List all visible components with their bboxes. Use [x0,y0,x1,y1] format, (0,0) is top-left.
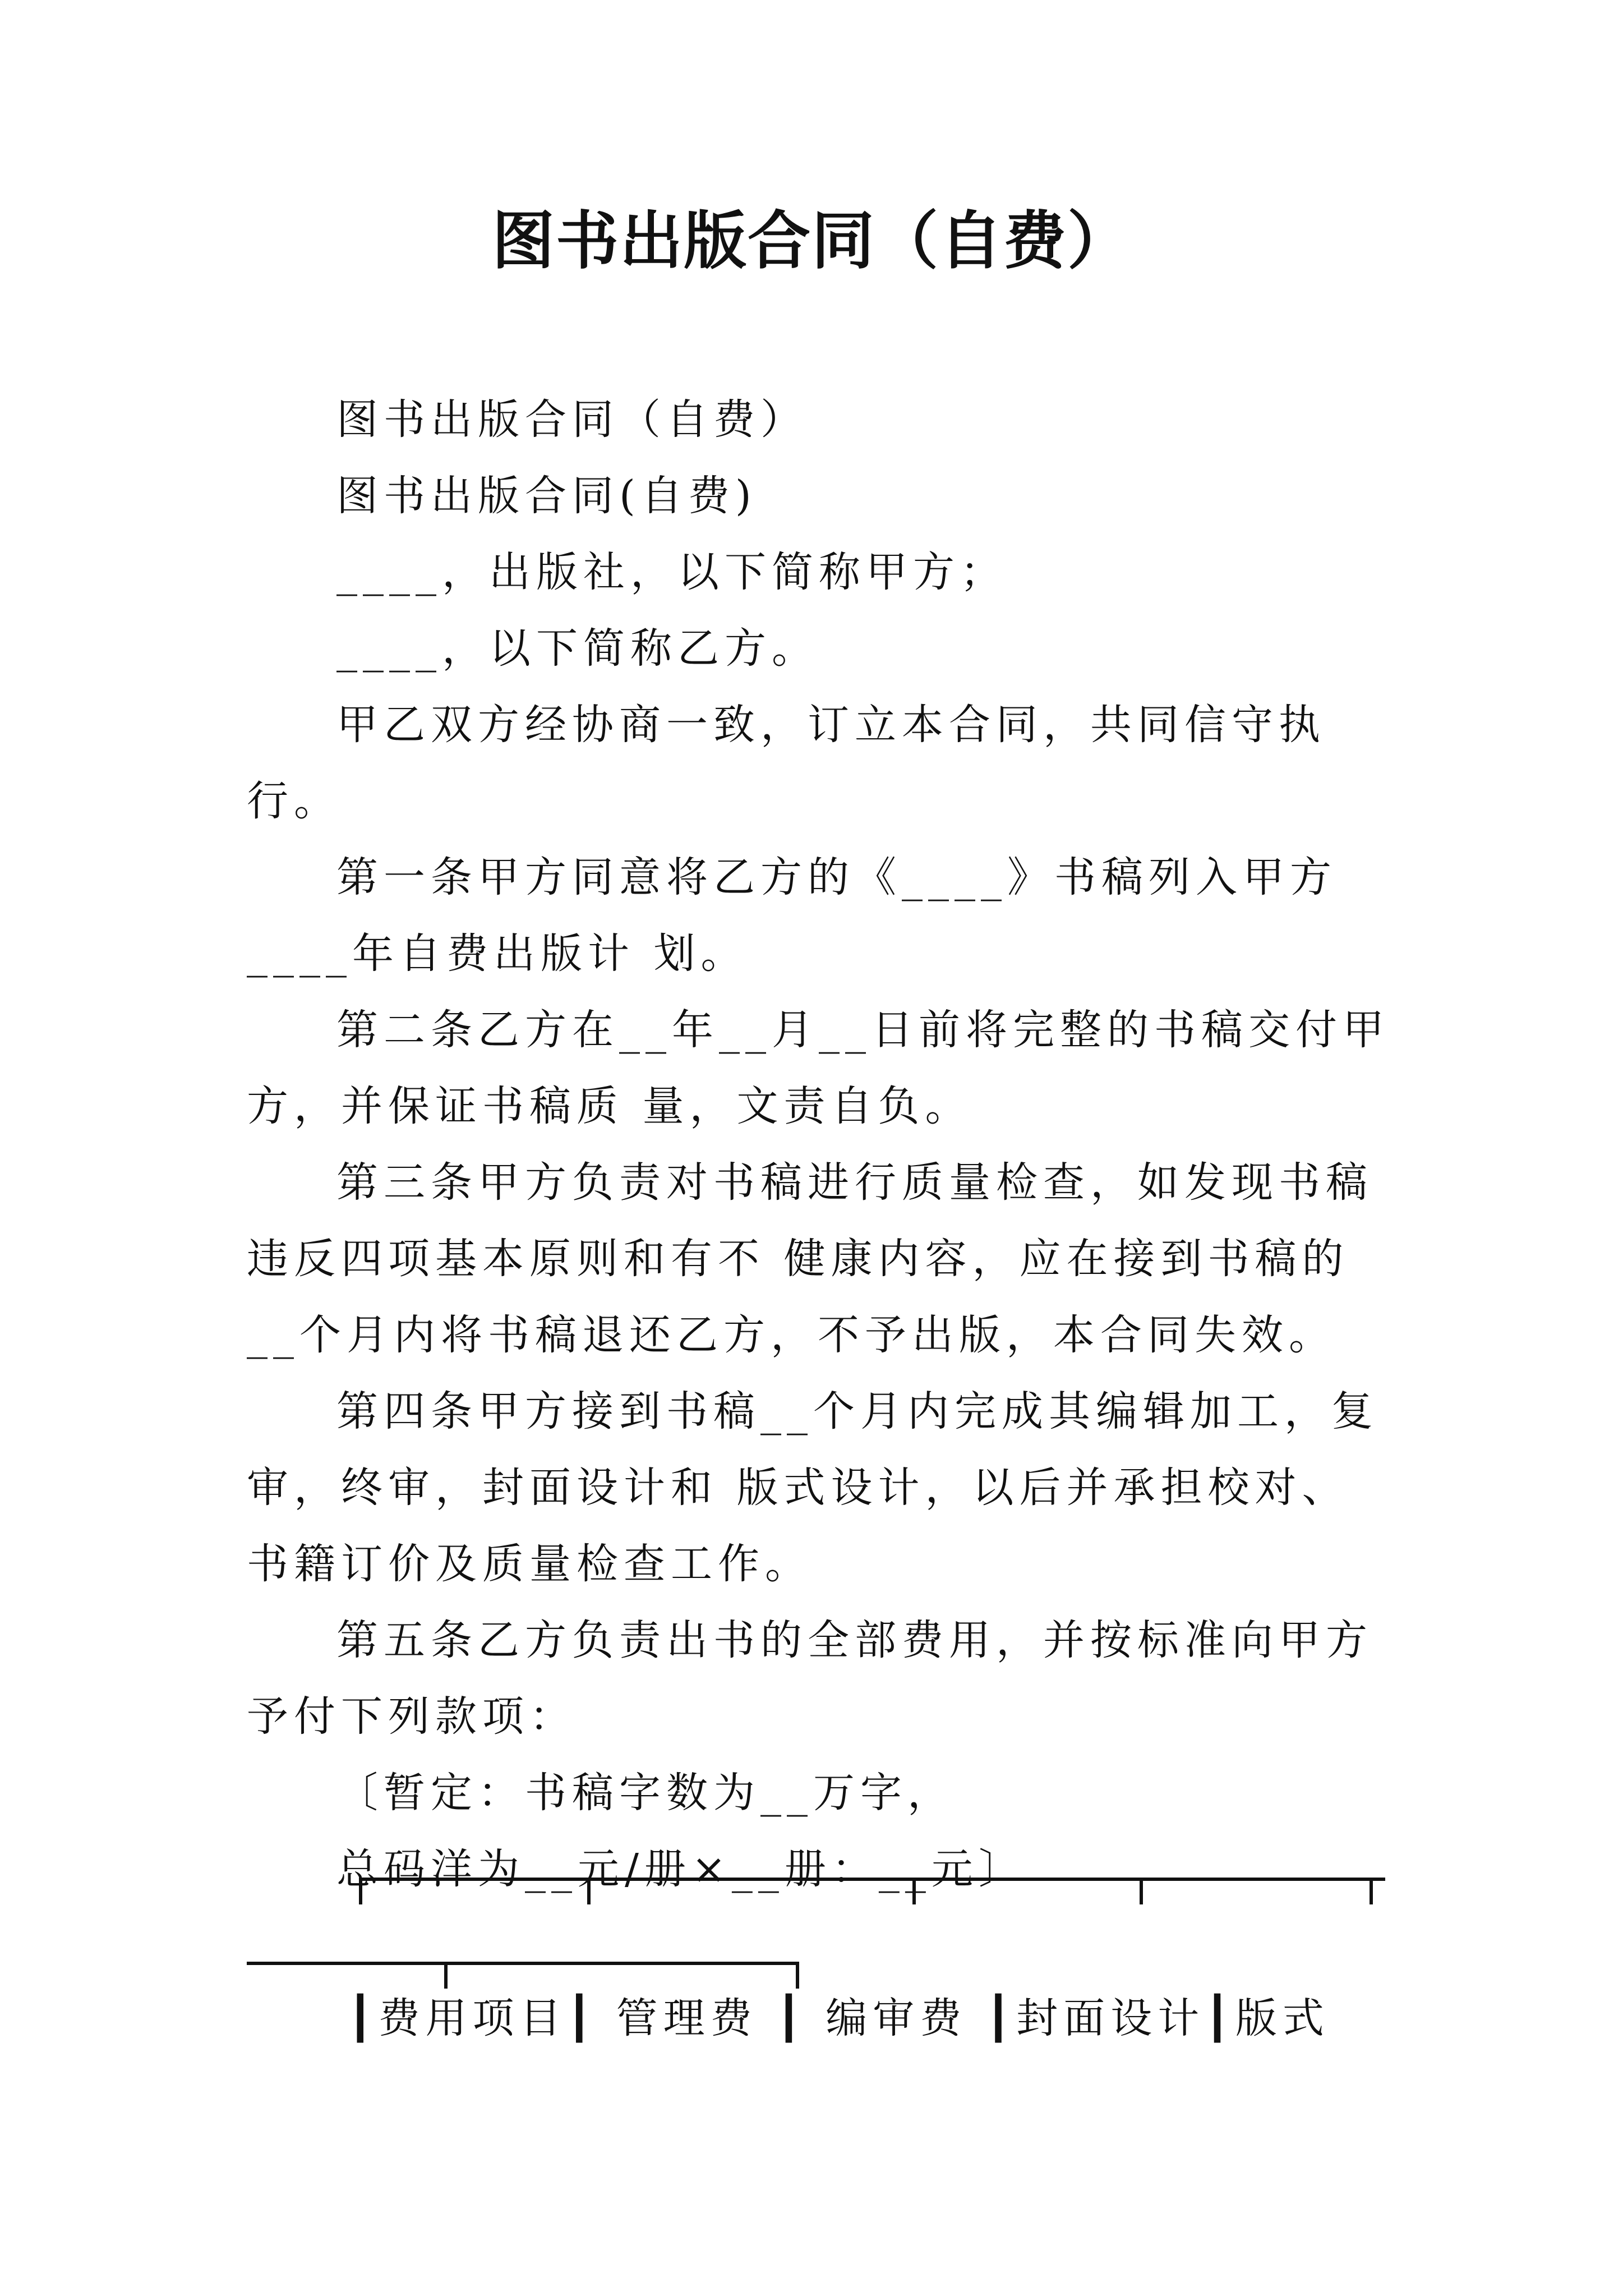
paragraph-article-4: 第四条甲方接到书稿__个月内完成其编辑加工，复审，终审，封面设计和 版式设计，以后并承担校对、书籍订价及质量检查工作。 [247,1387,1378,1588]
paragraph-estimate-2: 总码洋为__元/册×__册：__元〕 [336,1845,1026,1893]
paragraph-estimate-1: 〔暂定：书稿字数为__万字， [336,1769,955,1817]
paragraph-subtitle-1: 图书出版合同（自费） [336,395,808,444]
paragraph-article-2: 第二条乙方在__年__月__日前将完整的书稿交付甲方，并保证书稿质 量，文责自负。 [247,1006,1390,1130]
paragraph-article-3: 第三条甲方负责对书稿进行质量检查，如发现书稿违反四项基本原则和有不 健康内容，应在接到书稿的__个月内将书稿退还乙方，不予出版，本合同失效。 [247,1158,1373,1359]
paragraph-article-1: 第一条甲方同意将乙方的《____》书稿列入甲方____年自费出版计 划。 [247,853,1337,978]
document-title: 图书出版合同（自费） [492,204,1131,278]
paragraph-party-a: ____，出版社，以下简称甲方； [336,548,1007,596]
paragraph-party-b: ____，以下简称乙方。 [336,624,819,673]
paragraph-subtitle-2: 图书出版合同(自费) [336,472,757,520]
paragraph-article-5: 第五条乙方负责出书的全部费用，并按标准向甲方予付下列款项： [247,1616,1373,1741]
table-header-row: ┃费用项目┃ 管理费 ┃ 编审费 ┃封面设计┃版式 [348,1994,1330,2042]
paragraph-agreement: 甲乙双方经协商一致，订立本合同，共同信守执行。 [247,701,1326,825]
